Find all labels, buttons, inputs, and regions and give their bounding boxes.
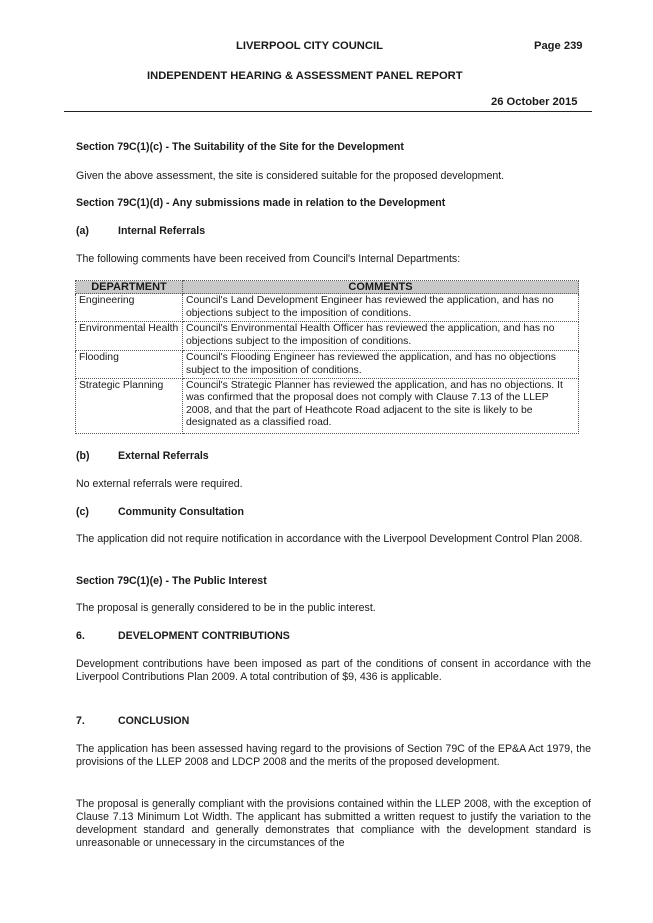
page-number: Page 239 <box>534 40 583 52</box>
internal-referrals-num: (a) <box>76 225 89 237</box>
conclusion-paragraph-2: The proposal is generally compliant with the provisions contained within the LLEP 2008, with the exception of Clause 7.13 Minimum Lot Width. The applicant has submitted a written request to justify the variation to the development standard and generally demonstrates that compliance with the development standard is unreasonable or unnecessary in the circumstances of the <box>76 798 591 849</box>
table-row <box>76 379 579 434</box>
header-rule <box>64 111 592 112</box>
comment-cell: Council's Environmental Health Officer has reviewed the application, and has no objections subject to the imposition of conditions. <box>183 322 579 351</box>
community-consultation-num: (c) <box>76 506 89 518</box>
comment-cell: Council's Land Development Engineer has reviewed the application, and has no objections subject to the imposition of conditions. <box>183 294 579 322</box>
conclusion-paragraph-1: The application has been assessed having regard to the provisions of Section 79C of the EP&A Act 1979, the provisions of the LLEP 2008 and LDCP 2008 and the merits of the proposed development. <box>76 743 591 768</box>
section-79c1c-heading: Section 79C(1)(c) - The Suitability of the Site for the Development <box>76 141 404 153</box>
community-consultation-heading: Community Consultation <box>118 506 244 518</box>
conclusion-heading: CONCLUSION <box>118 715 190 727</box>
external-referrals-text: No external referrals were required. <box>76 478 243 490</box>
contributions-heading: DEVELOPMENT CONTRIBUTIONS <box>118 630 290 642</box>
report-title: INDEPENDENT HEARING & ASSESSMENT PANEL REPORT <box>147 70 463 82</box>
contributions-text: Development contributions have been imposed as part of the conditions of consent in accordance with the Liverpool Contributions Plan 2009. A total contribution of $9, 436 is applicable. <box>76 658 591 683</box>
section-79c1c-text: Given the above assessment, the site is considered suitable for the proposed development. <box>76 170 505 182</box>
department-cell: Strategic Planning <box>76 379 183 434</box>
comment-cell: Council's Flooding Engineer has reviewed the application, and has no objections subject to the imposition of conditions. <box>183 351 579 379</box>
council-name: LIVERPOOL CITY COUNCIL <box>236 40 383 52</box>
department-cell: Engineering <box>76 294 183 322</box>
department-column-header: DEPARTMENT <box>76 281 183 294</box>
table-header-row <box>76 281 579 294</box>
internal-referrals-table <box>75 280 579 434</box>
comment-cell: Council's Strategic Planner has reviewed the application, and has no objections. It was confirmed that the proposal does not comply with Clause 7.13 of the LLEP 2008, and that the part of Heathcote Road adjacent to the site is likely to be designated as a classified road. <box>183 379 579 434</box>
section-79c1d-heading: Section 79C(1)(d) - Any submissions made in relation to the Development <box>76 197 446 209</box>
table-row <box>76 351 579 379</box>
table-row <box>76 322 579 351</box>
community-consultation-text: The application did not require notification in accordance with the Liverpool Development Control Plan 2008. <box>76 533 583 545</box>
section-79c1e-heading: Section 79C(1)(e) - The Public Interest <box>76 575 267 587</box>
report-date: 26 October 2015 <box>491 96 578 108</box>
conclusion-num: 7. <box>76 715 85 727</box>
department-cell: Flooding <box>76 351 183 379</box>
contributions-num: 6. <box>76 630 85 642</box>
section-79c1e-text: The proposal is generally considered to be in the public interest. <box>76 602 376 614</box>
external-referrals-heading: External Referrals <box>118 450 209 462</box>
department-cell: Environmental Health <box>76 322 183 351</box>
internal-referrals-intro: The following comments have been received from Council's Internal Departments: <box>76 253 461 265</box>
table-row <box>76 294 579 322</box>
internal-referrals-heading: Internal Referrals <box>118 225 206 237</box>
external-referrals-num: (b) <box>76 450 90 462</box>
comments-column-header: COMMENTS <box>183 281 579 294</box>
